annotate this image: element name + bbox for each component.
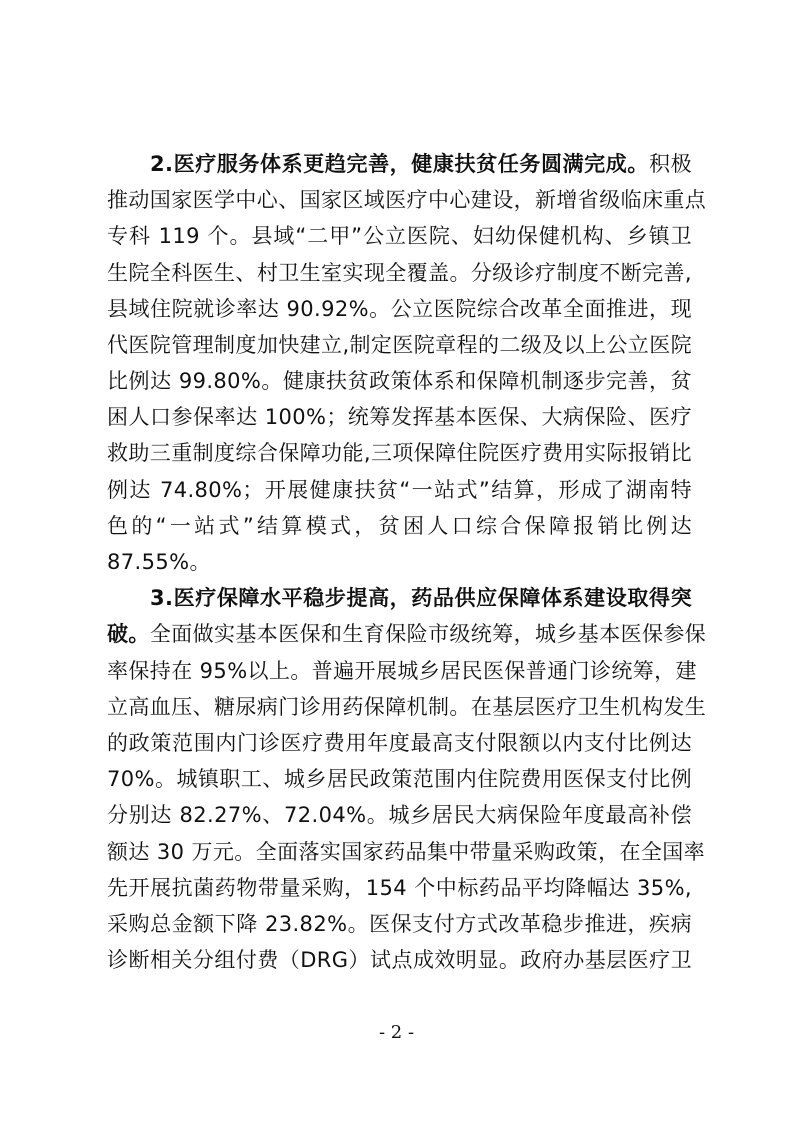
paragraph-line: 代医院管理制度加快建立,制定医院章程的二级及以上公立医院 [107,333,692,357]
section-heading-tail: 破。 [107,622,150,646]
section-heading: 2.医疗服务体系更趋完善，健康扶贫任务圆满完成。 [150,152,649,176]
paragraph-line: 采购总金额下降 23.82%。医保支付方式改革稳步推进，疾病 [107,912,692,936]
paragraph-line: 的政策范围内门诊医疗费用年度最高支付限额以内支付比例达 [107,731,692,755]
page-number: - 2 - [378,1022,415,1043]
paragraph-line [150,147,692,181]
paragraph-line: 生院全科医生、村卫生室实现全覆盖。分级诊疗制度不断完善, [107,261,692,285]
paragraph-line: 救助三重制度综合保障功能,三项保障住院医疗费用实际报销比 [107,441,692,465]
paragraph-line: 70%。城镇职工、城乡居民政策范围内住院费用医保支付比例 [107,767,692,791]
paragraph-line: 立高血压、糖尿病门诊用药保障机制。在基层医疗卫生机构发生 [107,695,707,719]
paragraph-line: 比例达 99.80%。健康扶贫政策体系和保障机制逐步完善，贫 [107,369,692,393]
paragraph-line: 推动国家医学中心、国家区域医疗中心建设，新增省级临床重点 [107,188,707,212]
text-span: 积极 [648,152,692,176]
paragraph-line: 率保持在 95%以上。普遍开展城乡居民医保普通门诊统筹，建 [107,659,697,683]
paragraph-line: 先开展抗菌药物带量采购，154 个中标药品平均降幅达 35%, [107,876,692,900]
paragraph-line: 色的“一站式”结算模式，贫困人口综合保障报销比例达 [107,514,692,538]
paragraph-line: 分别达 82.27%、72.04%。城乡居民大病保险年度最高补偿 [107,803,692,827]
paragraph-line: 县域住院就诊率达 90.92%。公立医院综合改革全面推进，现 [107,297,692,321]
paragraph-line: 额达 30 万元。全面落实国家药品集中带量采购政策，在全国率 [107,840,706,864]
paragraph-line [107,617,707,651]
section-heading: 3.医疗保障水平稳步提高，药品供应保障体系建设取得突 [150,586,692,610]
text-span: 全面做实基本医保和生育保险市级统筹，城乡基本医保参保 [149,622,707,646]
paragraph-line: 专科 119 个。县域“二甲”公立医院、妇幼保健机构、乡镇卫 [107,224,692,248]
paragraph-line: 诊断相关分组付费（DRG）试点成效明显。政府办基层医疗卫 [107,948,692,972]
paragraph-line: 困人口参保率达 100%；统筹发挥基本医保、大病保险、医疗 [107,405,692,429]
paragraph-line: 87.55%。 [107,550,211,574]
paragraph-line: 例达 74.80%；开展健康扶贫“一站式”结算，形成了湖南特 [107,478,692,502]
